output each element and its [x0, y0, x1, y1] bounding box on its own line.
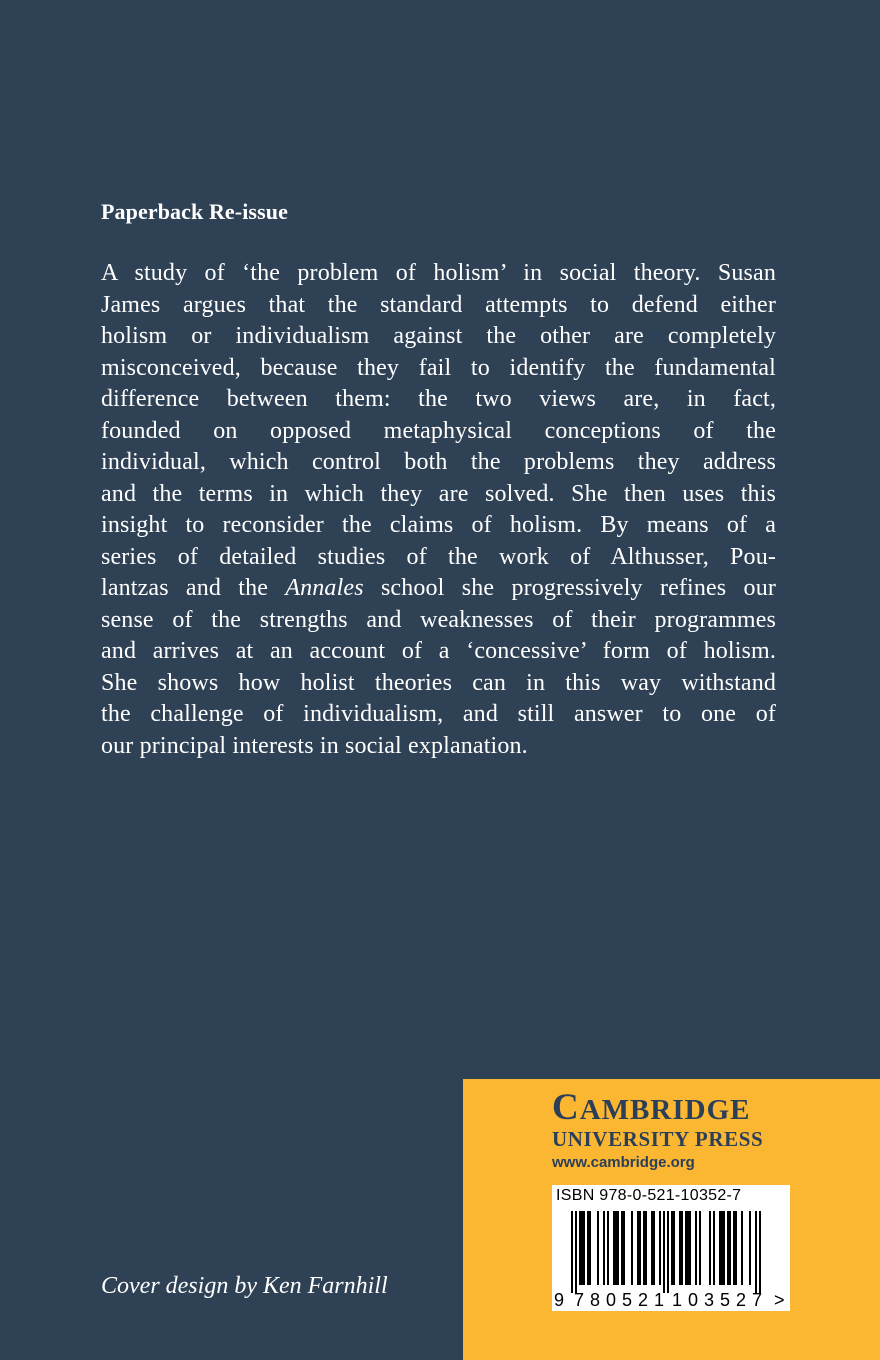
- blurb-line-italic: [101, 573, 776, 605]
- barcode-bar: [587, 1211, 589, 1285]
- barcode-bar: [639, 1211, 641, 1285]
- barcode-digits-right: 103527: [672, 1290, 762, 1310]
- barcode-bar: [721, 1211, 723, 1285]
- barcode-bar: [679, 1211, 681, 1285]
- barcode-digit-lead: 9: [554, 1290, 565, 1310]
- cover-design-credit: Cover design by Ken Farnhill: [101, 1273, 388, 1299]
- barcode-bar: [741, 1211, 743, 1285]
- barcode-bar: [713, 1211, 715, 1285]
- blurb-line: A study of ‘the problem of holism’ in social theory. Susan: [101, 260, 776, 286]
- publisher-name-rest: AMBRIDGE: [579, 1094, 751, 1126]
- blurb-line: sense of the strengths and weaknesses of their programmes: [101, 606, 776, 633]
- barcode-bar: [607, 1211, 609, 1285]
- barcode-bar: [687, 1211, 689, 1285]
- barcode-bar: [749, 1211, 751, 1285]
- publisher-subtitle: UNIVERSITY PRESS: [552, 1127, 764, 1151]
- barcode-graphic: [552, 1209, 790, 1311]
- barcode-bar: [571, 1211, 573, 1293]
- barcode-bar: [723, 1211, 725, 1285]
- blurb-text: school she progressively refines our: [363, 575, 776, 601]
- barcode-bar: [699, 1211, 701, 1285]
- publisher-panel: [463, 1079, 880, 1360]
- blurb-line: individual, which control both the problems they address: [101, 449, 776, 475]
- barcode: [552, 1185, 790, 1311]
- barcode-digits-left: 780521: [574, 1290, 664, 1310]
- barcode-bar: [575, 1211, 577, 1293]
- barcode-bar: [671, 1211, 673, 1285]
- barcode-bar: [597, 1211, 599, 1285]
- barcode-bar: [673, 1211, 675, 1285]
- barcode-bar: [645, 1211, 647, 1285]
- barcode-bar: [581, 1211, 583, 1285]
- barcode-bar: [589, 1211, 591, 1285]
- barcode-bars: [571, 1211, 761, 1293]
- barcode-bar: [755, 1211, 757, 1293]
- blurb-text: lantzas and the: [101, 575, 286, 601]
- barcode-bar: [615, 1211, 617, 1285]
- barcode-bar: [681, 1211, 683, 1285]
- barcode-bar: [709, 1211, 711, 1285]
- blurb-line: She shows how holist theories can in this way withstand: [101, 669, 776, 696]
- barcode-bar: [685, 1211, 687, 1285]
- blurb-line: difference between them: the two views are, in fact,: [101, 386, 776, 412]
- barcode-bar: [667, 1211, 669, 1293]
- barcode-bar: [613, 1211, 615, 1285]
- barcode-bar: [653, 1211, 655, 1285]
- blurb-line: misconceived, because they fail to identify the fundamental: [101, 354, 776, 381]
- publisher-url: www.cambridge.org: [552, 1154, 695, 1171]
- barcode-bar: [621, 1211, 623, 1285]
- barcode-bar: [759, 1211, 761, 1293]
- barcode-bar: [583, 1211, 585, 1285]
- blurb-line: the challenge of individualism, and still answer to one of: [101, 701, 776, 727]
- blurb-line: and the terms in which they are solved. She then uses this: [101, 480, 776, 507]
- barcode-bar: [651, 1211, 653, 1285]
- barcode-bar: [689, 1211, 691, 1285]
- blurb-line: our principal interests in social explanation.: [101, 732, 528, 759]
- barcode-bar: [643, 1211, 645, 1285]
- book-description: [101, 258, 776, 762]
- isbn-label: ISBN 978-0-521-10352-7: [556, 1187, 742, 1204]
- barcode-bar: [631, 1211, 633, 1285]
- blurb-line: and arrives at an account of a ‘concessive’ form of holism.: [101, 638, 776, 664]
- barcode-bar: [637, 1211, 639, 1285]
- barcode-bar: [579, 1211, 581, 1285]
- barcode-quiet-mark: >: [774, 1290, 785, 1310]
- blurb-line: holism or individualism against the other are completely: [101, 323, 776, 349]
- blurb-line: founded on opposed metaphysical conceptions of the: [101, 417, 776, 444]
- barcode-bar: [695, 1211, 697, 1285]
- blurb-line: series of detailed studies of the work of Althusser, Pou-: [101, 543, 776, 570]
- blurb-line: James argues that the standard attempts to defend either: [101, 291, 776, 318]
- barcode-bar: [603, 1211, 605, 1285]
- barcode-bar: [617, 1211, 619, 1285]
- barcode-bar: [727, 1211, 729, 1285]
- barcode-bar: [623, 1211, 625, 1285]
- publisher-name-initial: C: [552, 1087, 580, 1128]
- journal-name: Annales: [285, 575, 364, 601]
- barcode-bar: [729, 1211, 731, 1285]
- publisher-name: [552, 1088, 750, 1130]
- barcode-bar: [663, 1211, 665, 1293]
- barcode-bar: [719, 1211, 721, 1285]
- blurb-line: insight to reconsider the claims of holism. By means of a: [101, 512, 776, 538]
- edition-heading: Paperback Re-issue: [101, 199, 288, 224]
- barcode-bar: [735, 1211, 737, 1285]
- barcode-bar: [733, 1211, 735, 1285]
- barcode-bar: [659, 1211, 661, 1285]
